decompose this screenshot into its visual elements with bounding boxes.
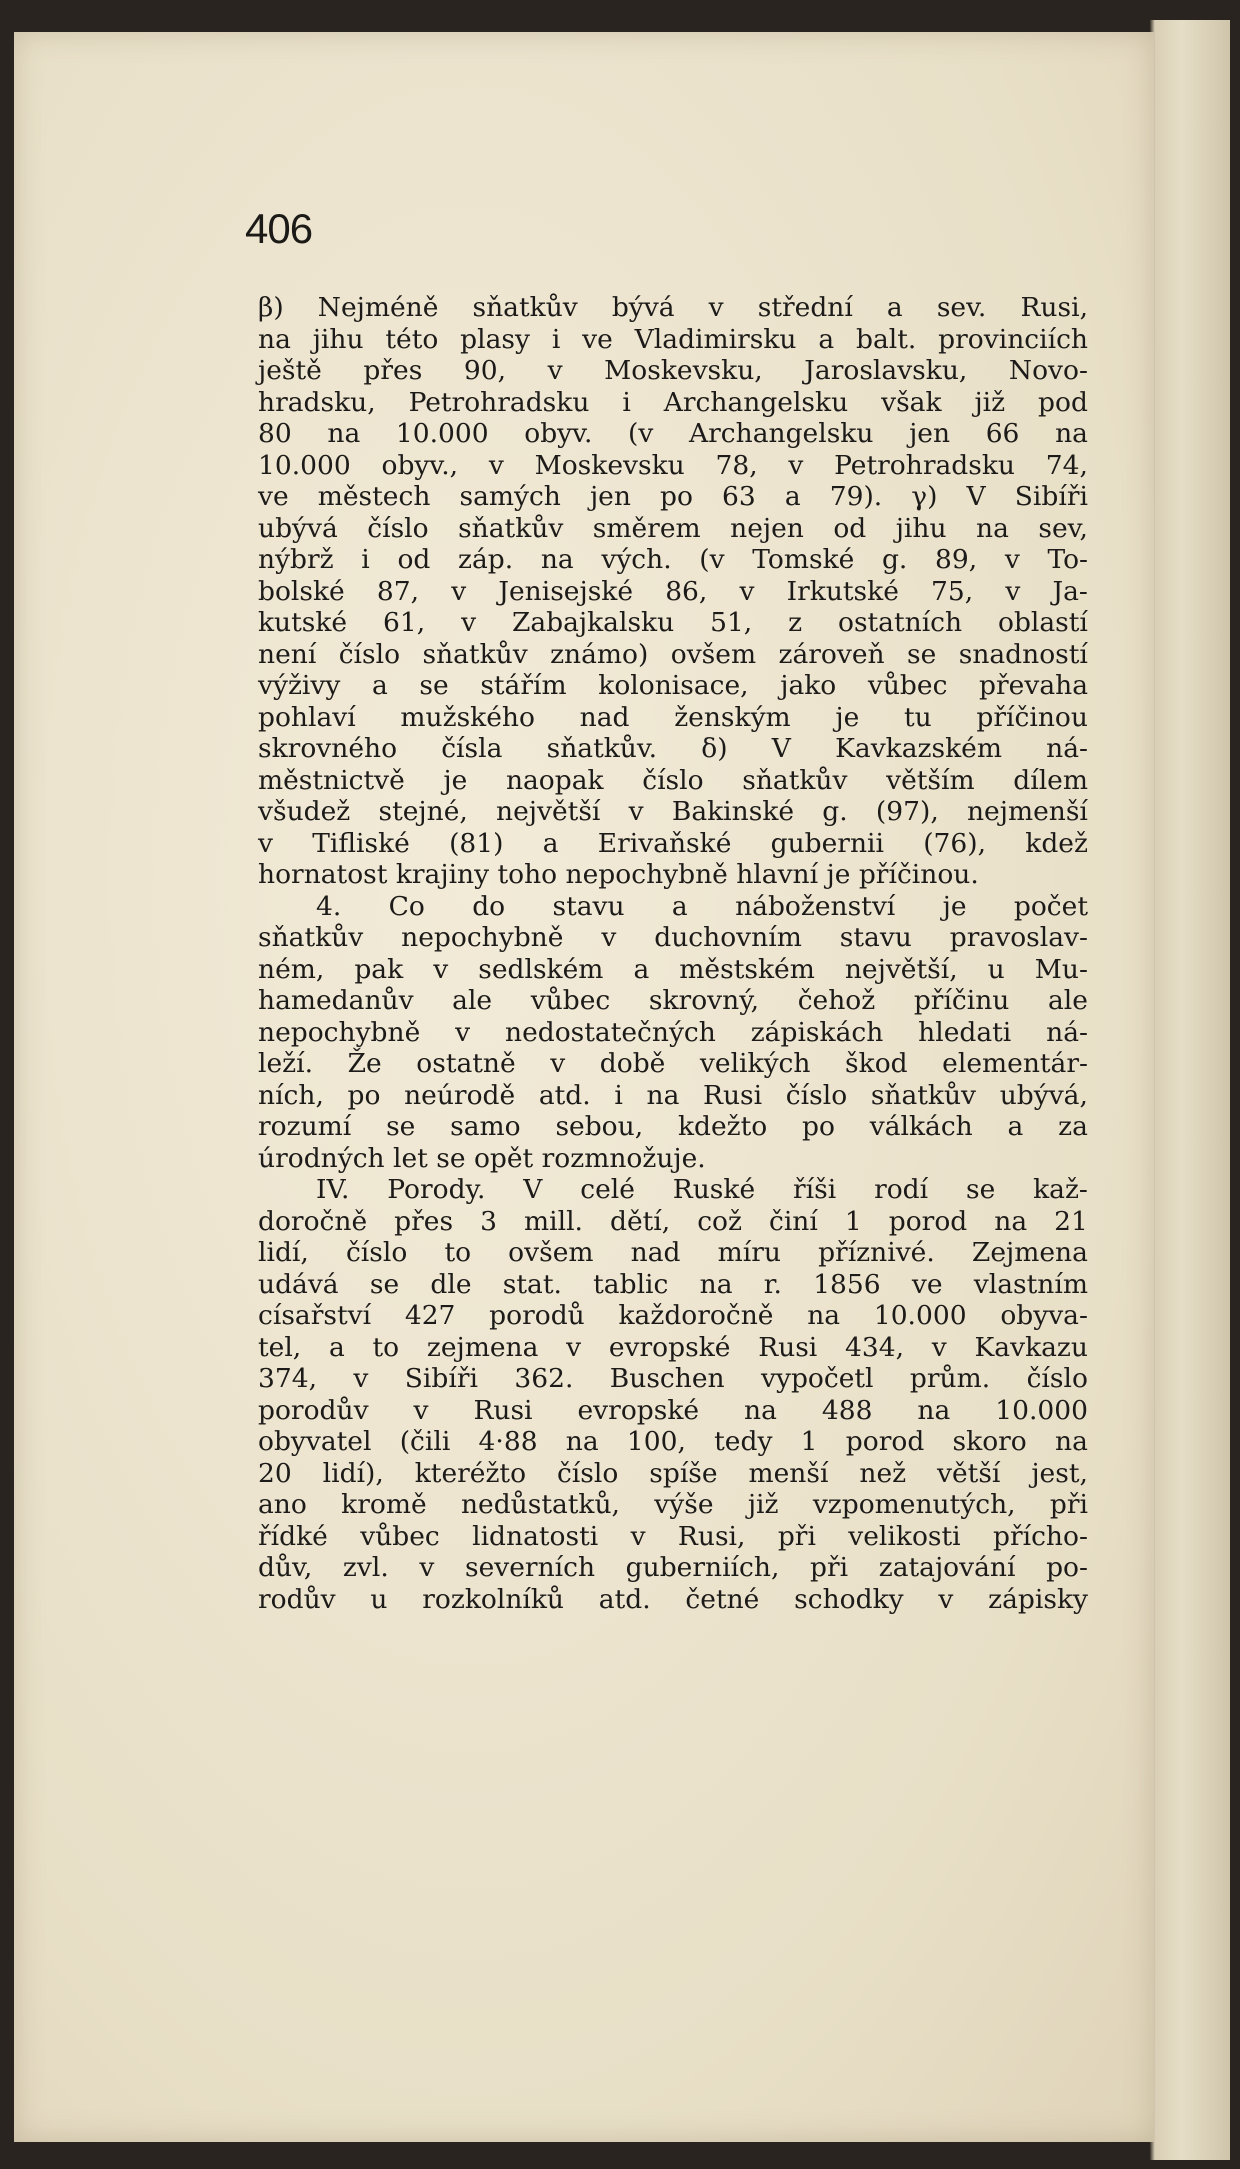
text-line: ném, pak v sedlském a městském největší, u Mu- [258,953,1088,985]
body-text [258,292,1088,1615]
text-line: IV. Porody. V celé Ruské říši rodí se kaž- [316,1174,1088,1205]
text-line: rodův u rozkolníků atd. četné schodky v zápisky [258,1583,1088,1615]
text-line: bolské 87, v Jenisejské 86, v Irkutské 75, v Ja- [258,575,1088,607]
text-line: tel, a to zejmena v evropské Rusi 434, v Kavkazu [258,1331,1088,1363]
text-line: obyvatel (čili 4·88 na 100, tedy 1 porod skoro na [258,1426,1088,1457]
text-line: 20 lidí), kteréžto číslo spíše menší než větší jest, [258,1457,1088,1489]
text-line: leží. Že ostatně v době velikých škod elementár- [258,1048,1088,1079]
text-line: porodův v Rusi evropské na 488 na 10.000 [258,1394,1088,1426]
text-line: rozumí se samo sebou, kdežto po válkách a za [258,1111,1088,1142]
text-line: ve městech samých jen po 63 a 79). γ) V Sibíři [258,481,1088,512]
page-number: 406 [245,205,313,252]
text-line: doročně přes 3 mill. dětí, což činí 1 porod na 21 [258,1205,1088,1237]
text-line: dův, zvl. v severních guberniích, při zatajování po- [258,1552,1088,1583]
text-line: 10.000 obyv., v Moskevsku 78, v Petrohradsku 74, [258,449,1088,481]
text-line: 374, v Sibíři 362. Buschen vypočetl prům. číslo [258,1363,1088,1394]
text-line: všudež stejné, největší v Bakinské g. (97), nejmenší [258,796,1088,827]
text-line: nýbrž i od záp. na vých. (v Tomské g. 89, v To- [258,544,1088,575]
text-line: hradsku, Petrohradsku i Archangelsku však již pod [258,386,1088,418]
text-line: ních, po neúrodě atd. i na Rusi číslo sňatkův ubývá, [258,1079,1088,1111]
text-line: hornatost krajiny toho nepochybně hlavní je příčinou. [258,859,979,890]
text-line: ubývá číslo sňatkův směrem nejen od jihu na sev, [258,512,1088,544]
text-line: ještě přes 90, v Moskevsku, Jaroslavsku, Novo- [258,355,1088,386]
text-line: udává se dle stat. tablic na r. 1856 ve vlastním [258,1268,1088,1300]
text-line: městnictvě je naopak číslo sňatkův větším dílem [258,764,1088,796]
facing-page-edge [1150,20,1230,2160]
text-line: není číslo sňatkův známo) ovšem zároveň se snadností [258,638,1088,670]
text-line: 4. Co do stavu a náboženství je počet [316,890,1088,922]
text-line: 80 na 10.000 obyv. (v Archangelsku jen 66 na [258,418,1088,449]
text-line: výživy a se stářím kolonisace, jako vůbec převaha [258,670,1088,701]
text-line: lidí, číslo to ovšem nad míru příznivé. Zejmena [258,1237,1088,1268]
text-line: kutské 61, v Zabajkalsku 51, z ostatních oblastí [258,607,1088,638]
text-line: hamedanův ale vůbec skrovný, čehož příčinu ale [258,985,1088,1016]
text-line: na jihu této plasy i ve Vladimirsku a balt. provinciích [258,323,1088,355]
text-line: císařství 427 porodů každoročně na 10.000 obyva- [258,1300,1088,1331]
text-line: v Tifliské (81) a Erivaňské gubernii (76), kdež [258,827,1088,859]
text-line: sňatkův nepochybně v duchovním stavu pravoslav- [258,922,1088,953]
text-line: řídké vůbec lidnatosti v Rusi, při velikosti přícho- [258,1520,1088,1552]
text-line: skrovného čísla sňatkův. δ) V Kavkazském ná- [258,733,1088,764]
text-line: pohlaví mužského nad ženským je tu příčinou [258,701,1088,733]
text-line: úrodných let se opět rozmnožuje. [258,1142,706,1174]
text-line: β) Nejméně sňatkův bývá v střední a sev. Rusi, [258,292,1088,323]
text-line: nepochybně v nedostatečných zápiskách hledati ná- [258,1016,1088,1048]
text-line: ano kromě nedůstatků, výše již vzpomenutých, při [258,1489,1088,1520]
